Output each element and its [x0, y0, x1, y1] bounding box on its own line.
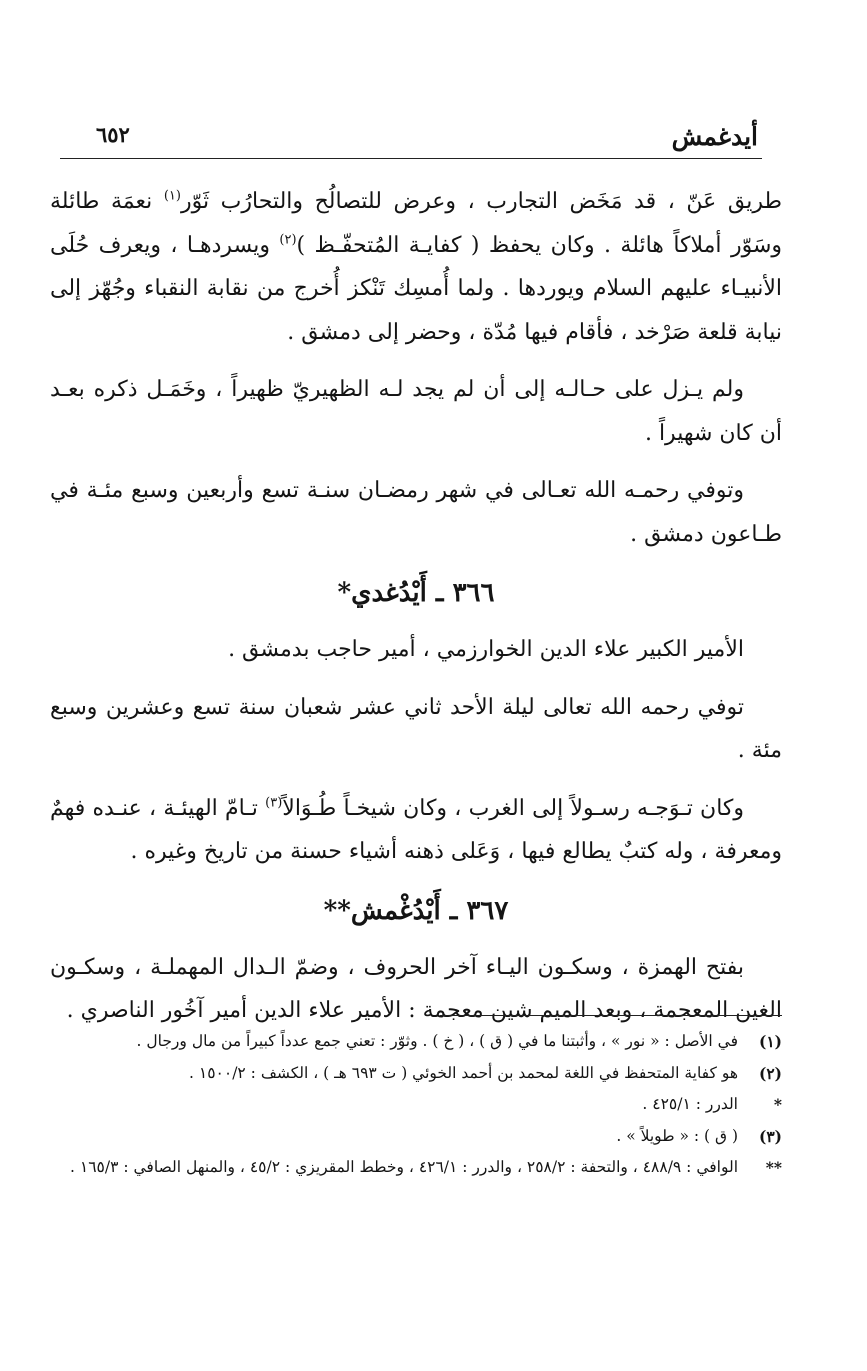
paragraph: وتوفي رحمـه الله تعـالى في شهر رمضـان سنـة تسع وأربعين وسبع مئـة في طـاعون دمشق . [50, 478, 782, 547]
paragraph-text: طريق عَنّ ، قد مَخَض التجارب ، وعرض للتصالُح والتحارُب ثَوّر [180, 189, 782, 214]
footnote-marker: (٢) [758, 1063, 782, 1083]
running-title: أيدغمش [671, 122, 758, 151]
entry-heading-366: ٣٦٦ ـ أَيْدُغدي* [337, 578, 495, 608]
footnote-ref: (٢) [279, 232, 297, 248]
footnote-marker: ** [765, 1158, 782, 1177]
footnote-text: هو كفاية المتحفظ في اللغة لمحمد بن أحمد الخوئي ( ت ٦٩٣ هـ ) ، الكشف : ١٥٠٠/٢ . [189, 1063, 738, 1082]
paragraph: ولم يـزل على حـالـه إلى أن لم يجد لـه الظهيريّ ظهيراً ، وخَمَـل ذكره بعـد أن كان شهيراً . [50, 377, 782, 446]
footnote-marker: (٣) [758, 1126, 782, 1146]
footnote-divider [440, 1015, 782, 1016]
footnote-text: في الأصل : « نور » ، وأثبتنا ما في ( ق ) ، ( خ ) . وثوّر : تعني جمع عدداً كبيراً من مال ورجال . [136, 1032, 738, 1050]
footnotes [50, 1026, 782, 1184]
footnote-marker: * [773, 1095, 782, 1114]
footnote-text: الوافي : ٤٨٨/٩ ، والتحفة : ٢٥٨/٢ ، والدرر : ٤٢٦/١ ، وخطط المقريزي : ٤٥/٢ ، والمنهل الصافي : ١٦٥/٣ . [70, 1158, 738, 1176]
paragraph-text: تـامّ الهيئـة ، عنـده فهمٌ ومعرفة ، وله كتبٌ يطالع فيها ، وَعَلى ذهنه أشياء حسنة من تاريخ وغيره . [50, 795, 782, 864]
footnote-ref: (١) [163, 188, 181, 204]
footnote [50, 1089, 782, 1121]
paragraph: بفتح الهمزة ، وسكـون اليـاء آخر الحروف ، وضمّ الـدال المهملـة ، وسكـون الغين المعجمة ، وبعد الميم شين معجمة : الأمير علاء الدين أمير آخُور الناصري . [50, 954, 782, 1023]
entry-heading-367: ٣٦٧ ـ أَيْدُغْمش** [323, 895, 509, 926]
main-text [50, 180, 782, 1047]
footnote [50, 1026, 782, 1058]
paragraph-text: وكان تـوَجـه رسـولاً إلى الغرب ، وكان شيخـاً طُـوَالاً [282, 795, 744, 821]
paragraph [50, 787, 782, 874]
page-header [60, 122, 762, 159]
page-number: ٦٥٢ [96, 122, 130, 147]
footnote [50, 1058, 782, 1090]
paragraph-continuation [50, 180, 782, 354]
paragraph-text: ويسردهـا ، ويعرف حُلَى الأنبيـاء عليهم السلام ويوردها . ولما أُمسِك تَنْكز أُخرج من نقابة النقباء وجُهّز إلى نيابة قلعة صَرْخد ، فأقام فيها مُدّة ، وحضر إلى دمشق . [50, 232, 782, 345]
paragraph: الأمير الكبير علاء الدين الخوارزمي ، أمير حاجب بدمشق . [228, 637, 744, 662]
footnote [50, 1152, 782, 1184]
footnote-text: الدرر : ٤٢٥/١ . [642, 1095, 738, 1113]
paragraph-text: نعمَة طائلة وسَوّر أملاكاً هائلة . وكان يحفظ ( كفايـة المُتحفّـظ ) [50, 189, 782, 258]
footnote-ref: (٣) [265, 795, 283, 811]
footnote-text: ( ق ) : « طويلاً » . [616, 1126, 738, 1145]
footnote-marker: (١) [758, 1032, 782, 1051]
footnote [50, 1121, 782, 1153]
paragraph: توفي رحمه الله تعالى ليلة الأحد ثاني عشر شعبان سنة تسع وعشرين وسبع مئة . [50, 694, 782, 763]
